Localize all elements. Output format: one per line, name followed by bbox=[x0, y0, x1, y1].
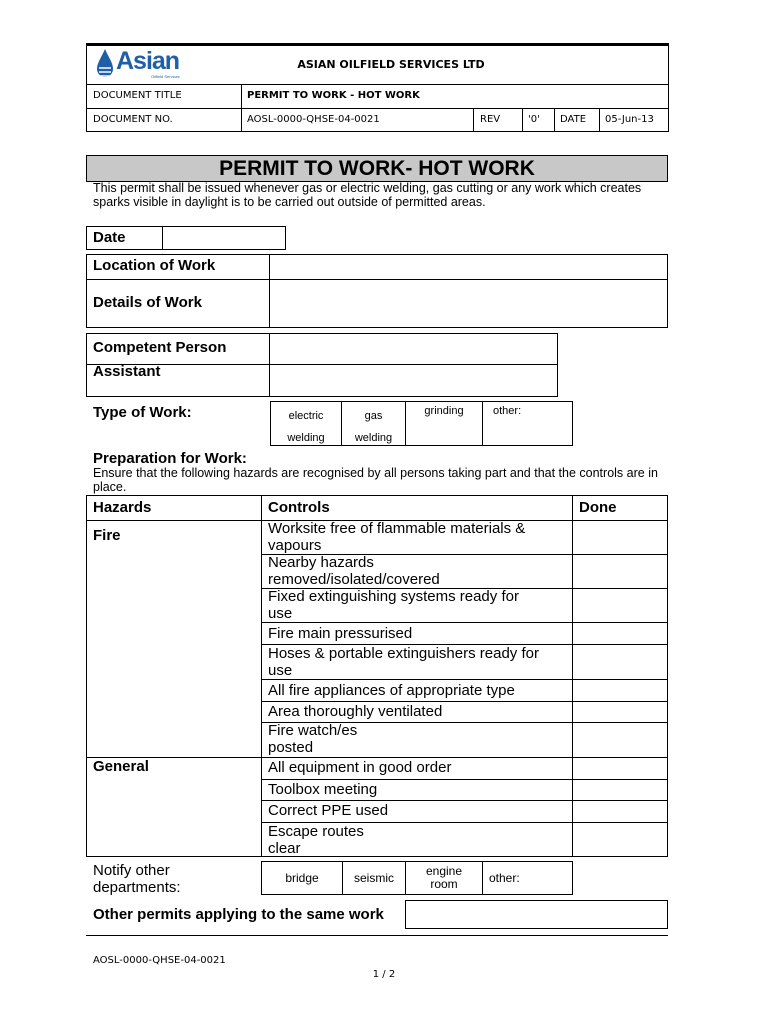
done-cell[interactable] bbox=[573, 589, 667, 622]
done-cell[interactable] bbox=[573, 645, 667, 679]
control-item: Toolbox meeting bbox=[268, 781, 378, 798]
company-name: ASIAN OILFIELD SERVICES LTD bbox=[297, 58, 485, 71]
location-input[interactable] bbox=[270, 255, 667, 279]
oil-drop-icon bbox=[94, 48, 116, 80]
date-label: DATE bbox=[560, 114, 587, 125]
doc-no-label: DOCUMENT NO. bbox=[93, 114, 173, 125]
done-cell[interactable] bbox=[573, 702, 667, 722]
footer-rule bbox=[86, 935, 668, 936]
assistant-input[interactable] bbox=[270, 365, 557, 396]
logo-text: Asian bbox=[116, 47, 180, 75]
footer-doc-no: AOSL-0000-QHSE-04-0021 bbox=[93, 955, 226, 966]
work-type-electric[interactable] bbox=[271, 405, 341, 449]
control-item: Escape routes clear bbox=[268, 823, 364, 857]
type-of-work-label: Type of Work: bbox=[93, 404, 192, 421]
work-type-line2: welding bbox=[287, 432, 325, 444]
control-item: Area thoroughly ventilated bbox=[268, 703, 443, 720]
done-cell[interactable] bbox=[573, 780, 667, 800]
work-type-line1: electric bbox=[288, 410, 324, 422]
done-cell[interactable] bbox=[573, 521, 667, 554]
doc-no-value: AOSL-0000-QHSE-04-0021 bbox=[247, 114, 380, 125]
done-cell[interactable] bbox=[573, 801, 667, 822]
work-type-gas[interactable] bbox=[342, 405, 405, 449]
control-item: Correct PPE used bbox=[268, 802, 389, 819]
work-type-other[interactable]: other: bbox=[493, 405, 522, 417]
done-cell[interactable] bbox=[573, 723, 667, 757]
done-cell[interactable] bbox=[573, 823, 667, 856]
preparation-heading: Preparation for Work: bbox=[93, 450, 247, 467]
work-type-line2: welding bbox=[354, 432, 393, 444]
date-input[interactable] bbox=[163, 227, 285, 249]
competent-person-input[interactable] bbox=[270, 334, 557, 364]
page-title bbox=[86, 155, 668, 182]
page-title-text: PERMIT TO WORK- HOT WORK bbox=[219, 156, 535, 180]
details-input[interactable] bbox=[270, 280, 667, 327]
control-item: Hoses & portable extinguishers ready for use bbox=[268, 645, 539, 679]
details-label: Details of Work bbox=[93, 294, 202, 311]
general-hazard-label: General bbox=[93, 758, 149, 775]
notify-engine-room[interactable]: engine room bbox=[425, 864, 463, 891]
fire-hazard-label: Fire bbox=[93, 527, 121, 544]
date-value: 05-Jun-13 bbox=[605, 114, 654, 125]
done-header: Done bbox=[579, 499, 617, 516]
doc-title-value: PERMIT TO WORK - HOT WORK bbox=[247, 90, 420, 101]
logo-subtext: Oilfield Services bbox=[151, 74, 180, 79]
company-logo bbox=[94, 47, 194, 81]
done-cell[interactable] bbox=[573, 680, 667, 701]
control-item: All equipment in good order bbox=[268, 759, 452, 776]
other-permits-label: Other permits applying to the same work bbox=[93, 906, 384, 923]
location-label: Location of Work bbox=[93, 257, 216, 274]
done-cell[interactable] bbox=[573, 555, 667, 588]
intro-text: This permit shall be issued whenever gas or electric welding, gas cutting or any work which creates sparks visible in daylight is to be carried out outside of permitted areas. bbox=[93, 181, 642, 209]
rev-label: REV bbox=[480, 114, 501, 125]
done-cell[interactable] bbox=[573, 623, 667, 644]
control-item: Worksite free of flammable materials & vapours bbox=[268, 520, 526, 554]
done-cell[interactable] bbox=[573, 758, 667, 779]
controls-header: Controls bbox=[268, 499, 330, 516]
control-item: All fire appliances of appropriate type bbox=[268, 682, 515, 699]
work-type-line1: gas bbox=[364, 410, 383, 422]
control-item: Fire main pressurised bbox=[268, 625, 413, 642]
notify-bridge[interactable]: bridge bbox=[285, 871, 319, 885]
assistant-label: Assistant bbox=[93, 363, 161, 380]
work-type-grinding[interactable]: grinding bbox=[424, 405, 464, 417]
notify-seismic[interactable]: seismic bbox=[353, 871, 394, 885]
hazards-header: Hazards bbox=[93, 499, 152, 516]
control-item: Nearby hazards removed/isolated/covered bbox=[268, 554, 440, 588]
competent-person-label: Competent Person bbox=[93, 339, 227, 356]
other-permits-input[interactable] bbox=[405, 900, 668, 929]
notify-other[interactable]: other: bbox=[489, 871, 520, 885]
rev-value: '0' bbox=[528, 114, 540, 125]
doc-title-label: DOCUMENT TITLE bbox=[93, 90, 182, 101]
preparation-text: Ensure that the following hazards are recognised by all persons taking part and that the controls are in place. bbox=[93, 466, 658, 494]
control-item: Fixed extinguishing systems ready for use bbox=[268, 588, 519, 622]
page-number: 1 / 2 bbox=[372, 969, 396, 980]
notify-label: Notify other departments: bbox=[93, 862, 181, 896]
date-label: Date bbox=[93, 229, 126, 246]
control-item: Fire watch/es posted bbox=[268, 722, 358, 756]
